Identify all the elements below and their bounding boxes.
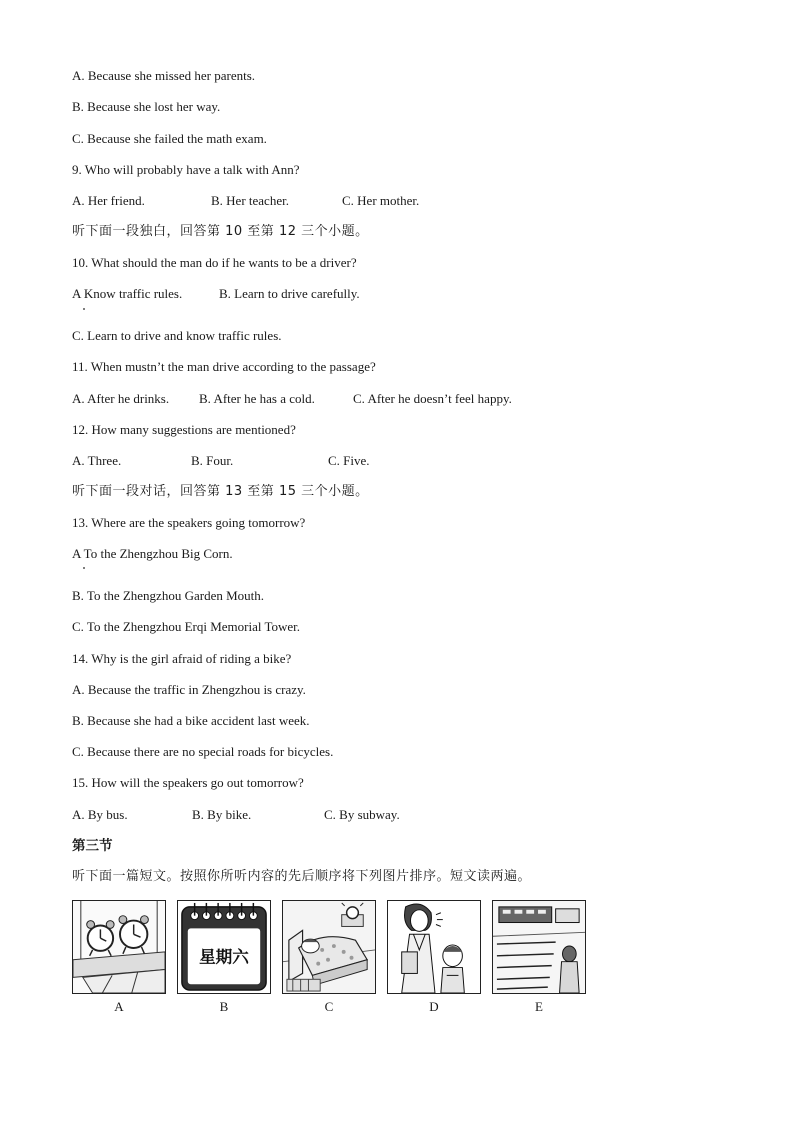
alarm-clocks-icon: [73, 901, 165, 993]
q11-option-b: B. After he has a cold.: [199, 391, 315, 406]
q15-question: 15. How will the speakers go out tomorrow?: [72, 775, 304, 790]
teacher-scolding-boy-icon: [388, 901, 480, 993]
q9-option-b: B. Her teacher.: [211, 193, 289, 208]
q8-option-c: C. Because she failed the math exam.: [72, 131, 267, 146]
q13-option-a: A To the Zhengzhou Big Corn.: [72, 546, 233, 561]
q11-option-a: A. After he drinks.: [72, 391, 170, 406]
section-dialogue-instruction: 听下面一段对话，回答第 13 至第 15 三个小题。: [72, 484, 369, 499]
picture-a-label: A: [114, 999, 124, 1014]
q12-option-b: B. Four.: [191, 453, 234, 468]
q12-option-c: C. Five.: [328, 453, 370, 468]
q12-option-a: A. Three.: [72, 453, 122, 468]
q14-option-c: C. Because there are no special roads for bicycles.: [72, 744, 334, 759]
picture-d-label: D: [429, 999, 439, 1014]
q9-question: 9. Who will probably have a talk with Ann?: [72, 162, 300, 177]
q14-question: 14. Why is the girl afraid of riding a bike?: [72, 651, 292, 666]
q13-question: 13. Where are the speakers going tomorrow?: [72, 515, 306, 530]
q9-option-a: A. Her friend.: [72, 193, 145, 208]
q13-option-c: C. To the Zhengzhou Erqi Memorial Tower.: [72, 619, 301, 634]
picture-c: [282, 900, 376, 994]
q8-option-b: B. Because she lost her way.: [72, 99, 221, 114]
picture-b-label: B: [219, 999, 229, 1014]
picture-e: [492, 900, 586, 994]
picture-e-label: E: [535, 999, 543, 1014]
part3-title: 第三节: [72, 838, 113, 854]
q10-question: 10. What should the man do if he wants to be a driver?: [72, 255, 357, 270]
sleeping-in-bed-icon: [283, 901, 375, 993]
part3-instruction: 听下面一篇短文。按照你所听内容的先后顺序将下列图片排序。短文读两遍。: [72, 869, 532, 884]
calendar-saturday-icon: [178, 901, 270, 993]
picture-c-label: C: [324, 999, 334, 1014]
classroom-icon: [493, 901, 585, 993]
calendar-text: 星期六: [199, 947, 249, 967]
q12-question: 12. How many suggestions are mentioned?: [72, 422, 296, 437]
stray-dot: [83, 567, 85, 569]
q14-option-b: B. Because she had a bike accident last week.: [72, 713, 310, 728]
q8-option-a: A. Because she missed her parents.: [72, 68, 256, 83]
q11-option-c: C. After he doesn’t feel happy.: [353, 391, 512, 406]
q15-option-a: A. By bus.: [72, 807, 128, 822]
q15-option-c: C. By subway.: [324, 807, 400, 822]
q10-option-c: C. Learn to drive and know traffic rules.: [72, 328, 282, 343]
picture-d: [387, 900, 481, 994]
q14-option-a: A. Because the traffic in Zhengzhou is crazy.: [72, 682, 306, 697]
q13-option-b: B. To the Zhengzhou Garden Mouth.: [72, 588, 265, 603]
q15-option-b: B. By bike.: [192, 807, 252, 822]
section-monologue-instruction: 听下面一段独白，回答第 10 至第 12 三个小题。: [72, 224, 369, 239]
q9-option-c: C. Her mother.: [342, 193, 420, 208]
picture-b: [177, 900, 271, 994]
stray-dot: [83, 308, 85, 310]
q10-option-b: B. Learn to drive carefully.: [219, 286, 360, 301]
q10-option-a: A Know traffic rules.: [72, 286, 183, 301]
q11-question: 11. When mustn’t the man drive according to the passage?: [72, 359, 376, 374]
picture-a: [72, 900, 166, 994]
